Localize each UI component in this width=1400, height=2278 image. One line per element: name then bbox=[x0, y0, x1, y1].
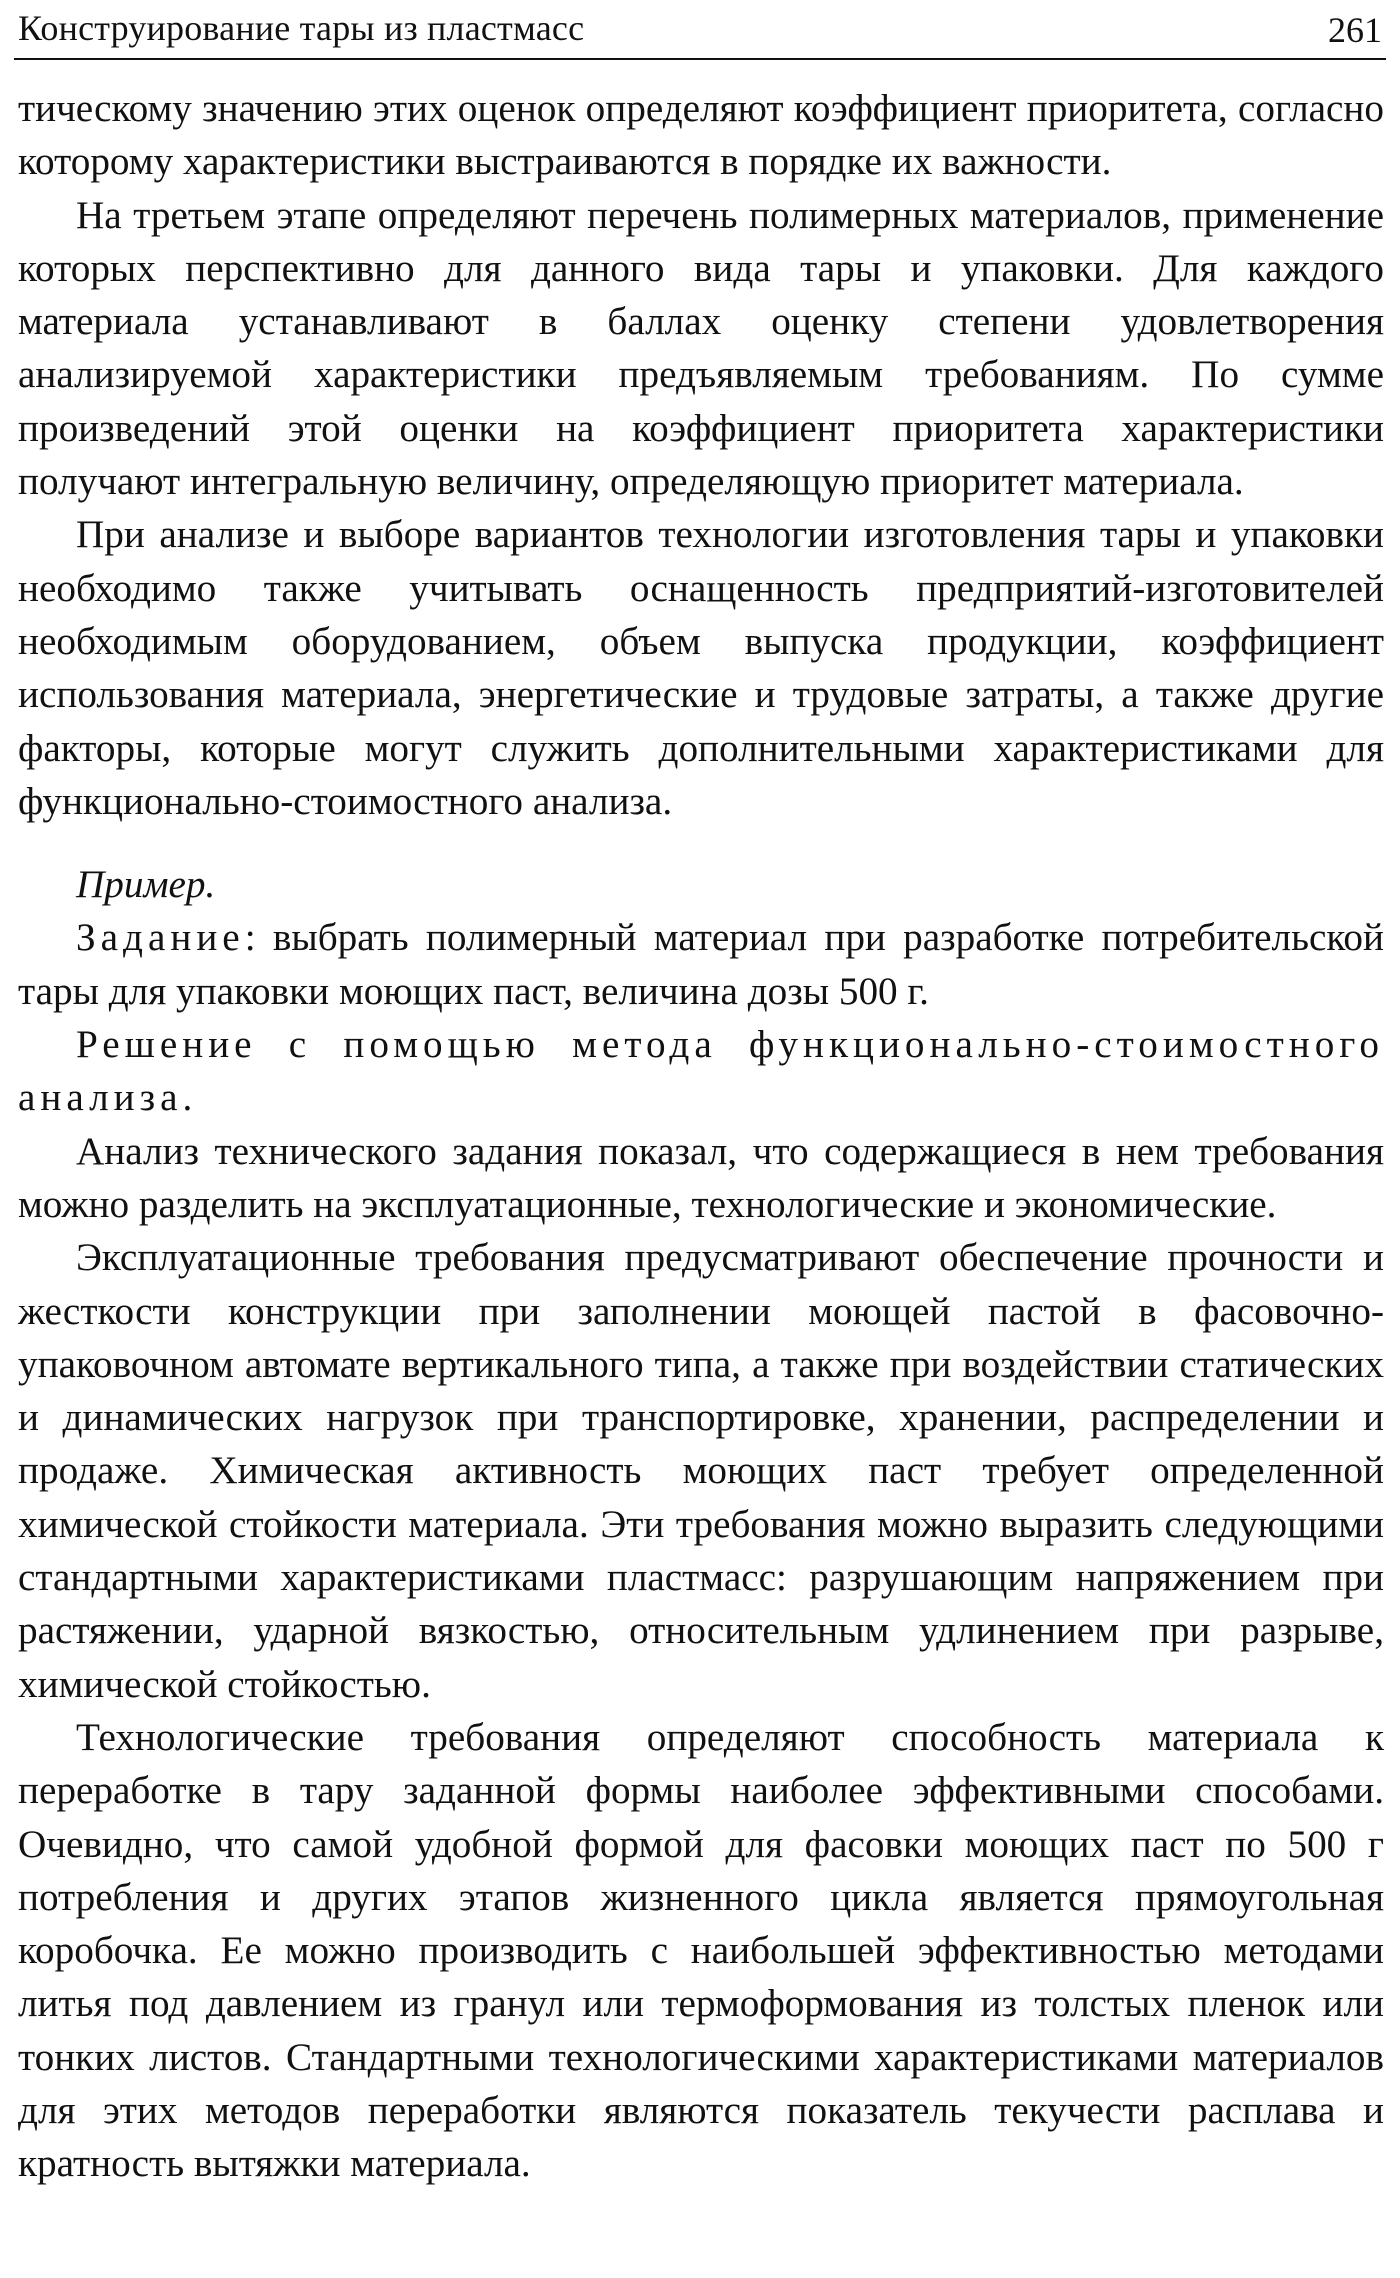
running-header bbox=[14, 0, 1386, 60]
task-paragraph bbox=[18, 911, 1384, 1018]
solution-heading: Решение с помощью метода функционально-стоимостного анализа. bbox=[18, 1023, 1384, 1120]
page-number: 261 bbox=[1328, 10, 1382, 50]
task-label: Задание bbox=[76, 916, 245, 960]
paragraph-requirements: Анализ технического задания показал, что содержащиеся в нем требования можно разделить на эксплуатационные, технологические и экономические. bbox=[18, 1129, 1384, 1226]
paragraph-technology-analysis: При анализе и выборе вариантов технологии изготовления тары и упаковки необходимо также учитывать оснащенность предприятий-изготовителей необходимым оборудованием, объем выпуска продукции, коэффициент использования материала, энергетические и трудовые затраты, а также другие факторы, которые могут служить дополнительными характеристиками для функционально-стоимостного анализа. bbox=[18, 513, 1384, 823]
paragraph-operational-requirements: Эксплуатационные требования предусматривают обеспечение прочности и жесткости конструкции при заполнении моющей пастой в фасовочно-упаковочном автомате вертикального типа, а также при воздействии статических и динамических нагрузок при транспортировке, хранении, распределении и продаже. Химическая активность моющих паст требует определенной химической стойкости материала. Эти требования можно выразить следующими стандартными характеристиками пластмасс: разрушающим напряжением при растяжении, ударной вязкостью, относительным удлинением при разрыве, химической стойкостью. bbox=[18, 1236, 1384, 1706]
paragraph-third-stage: На третьем этапе определяют перечень полимерных материалов, применение которых перспективно для данного вида тары и упаковки. Для каждого материала устанавливают в баллах оценку степени удовлетворения анализируемой характеристики предъявляемым требованиям. По сумме произведений этой оценки на коэффициент приоритета характеристики получают интегральную величину, определяющую приоритет материала. bbox=[18, 193, 1384, 504]
task-text: : выбрать полимерный материал при разработке потребительской тары для упаковки моющих паст, величина дозы 500 г. bbox=[18, 916, 1384, 1013]
example-label: Пример. bbox=[76, 863, 216, 907]
paragraph-technological-requirements: Технологические требования определяют способность материала к переработке в тару заданной формы наиболее эффективными способами. Очевидно, что самой удобной формой для фасовки моющих паст по 500 г потребления и других этапов жизненного цикла является прямоугольная коробочка. Ее можно производить с наибольшей эффективностью методами литья под давлением из гранул или термоформования из толстых пленок или тонких листов. Стандартными технологическими характеристиками материалов для этих методов переработки являются показатель текучести расплава и кратность вытяжки материала. bbox=[18, 1715, 1384, 2186]
body-text bbox=[18, 82, 1384, 2191]
paragraph-continuation: тическому значению этих оценок определяют коэффициент приоритета, согласно которому характеристики выстраиваются в порядке их важности. bbox=[18, 87, 1384, 184]
running-title: Конструирование тары из пластмасс bbox=[18, 8, 585, 48]
